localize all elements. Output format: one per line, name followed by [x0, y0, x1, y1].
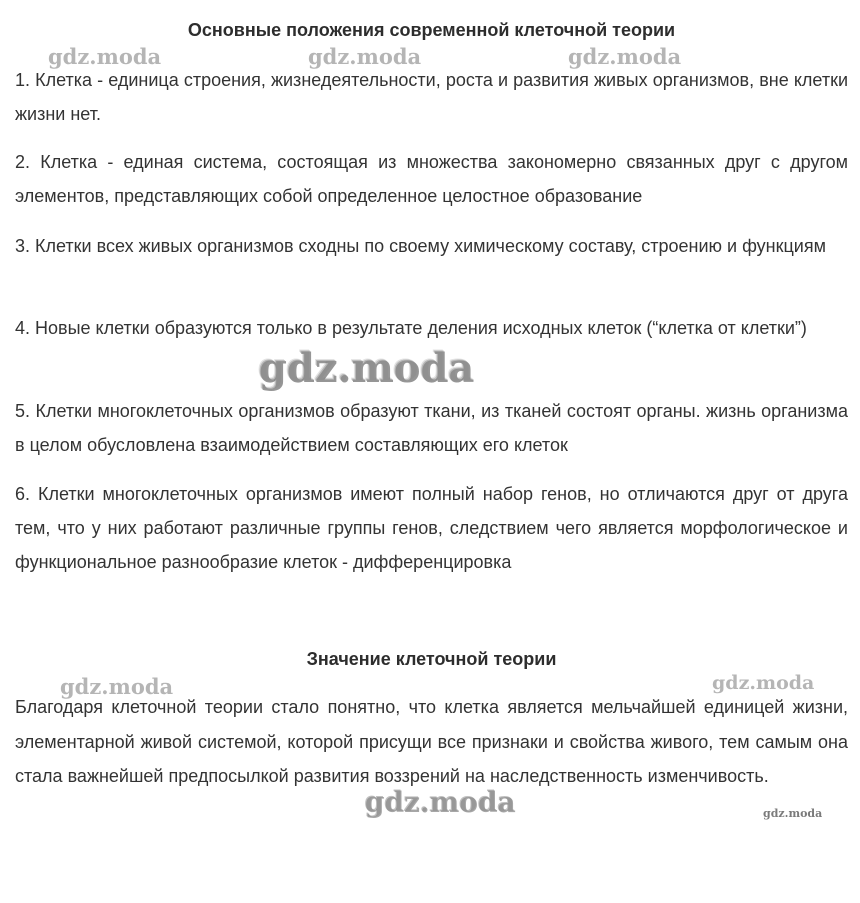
watermark: gdz.moda — [763, 807, 823, 820]
list-item: 1. Клетка - единица строения, жизнедеятельности, роста и развития живых организмов, вне клетки жизни нет. — [15, 70, 848, 124]
watermark: gdz.moda — [60, 674, 174, 699]
list-item: 2. Клетка - единая система, состоящая из множества закономерно связанных друг с другом элементов, представляющих собой определенное целостное образование — [15, 152, 848, 206]
watermark: gdz.moda — [568, 44, 682, 69]
section-title-main-principles: Основные положения современной клеточной теории — [187, 20, 676, 40]
significance-paragraph: Благодаря клеточной теории стало понятно, что клетка является мельчайшей единицей жизни, элементарной живой системой, которой присущи все признаки и свойства живого, тем самым она стала важнейшей предпосылкой развития воззрений на наследственность изменчивость. — [15, 697, 848, 786]
section-title-significance: Значение клеточной теории — [306, 649, 557, 669]
watermark: gdz.moda — [712, 672, 815, 694]
watermark: gdz.moda — [48, 44, 162, 69]
watermark: gdz.moda — [258, 344, 474, 391]
watermark: gdz.moda — [308, 44, 422, 69]
list-item: 5. Клетки многоклеточных организмов образуют ткани, из тканей состоят органы. жизнь организма в целом обусловлена взаимодействием составляющих его клеток — [15, 401, 848, 455]
watermark: gdz.moda — [364, 785, 515, 818]
list-item: 6. Клетки многоклеточных организмов имеют полный набор генов, но отличаются друг от друга тем, что у них работают различные группы генов, следствием чего является морфологическое и функциональное разнообразие клеток - дифференцировка — [15, 484, 848, 572]
list-item: 4. Новые клетки образуются только в результате деления исходных клеток (“клетка от клетки”) — [15, 318, 807, 338]
list-item: 3. Клетки всех живых организмов сходны по своему химическому составу, строению и функциям — [15, 236, 826, 256]
